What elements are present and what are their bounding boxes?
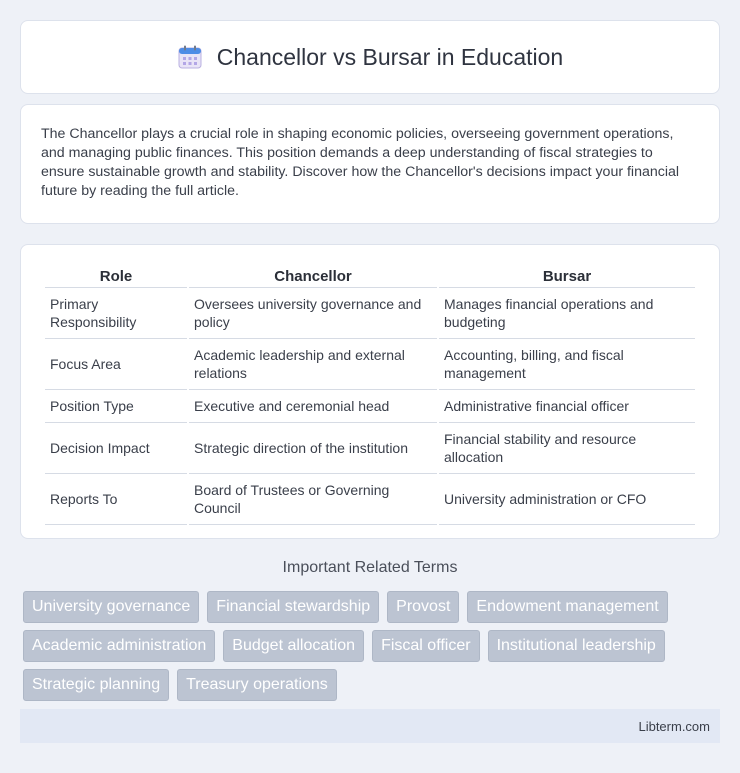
footer [20,709,720,743]
related-term-tag[interactable]: Strategic planning [23,669,169,701]
intro-card [20,104,720,224]
table-cell: Primary Responsibility [45,288,187,339]
table-row [45,390,695,423]
column-header-role: Role [45,265,187,288]
related-term-tag[interactable]: University governance [23,591,199,623]
table-cell: Strategic direction of the institution [189,423,437,474]
table-cell: Administrative financial officer [439,390,695,423]
table-cell: Accounting, billing, and fiscal management [439,339,695,390]
related-term-tag[interactable]: Budget allocation [223,630,364,662]
column-header-bursar: Bursar [439,265,695,288]
comparison-table-card [20,244,720,539]
table-cell: University administration or CFO [439,474,695,525]
table-cell: Executive and ceremonial head [189,390,437,423]
page-title: Chancellor vs Bursar in Education [216,43,564,70]
related-term-tag[interactable]: Academic administration [23,630,215,662]
footer-site-link[interactable]: Libterm.com [638,718,710,734]
table-cell: Focus Area [45,339,187,390]
table-cell: Financial stability and resource allocation [439,423,695,474]
header-card [20,20,720,94]
table-cell: Reports To [45,474,187,525]
related-term-tag[interactable]: Treasury operations [177,669,337,701]
table-cell: Position Type [45,390,187,423]
calendar-icon [177,44,203,70]
related-term-tag[interactable]: Provost [387,591,459,623]
related-terms-list [23,591,723,701]
related-terms-title: Important Related Terms [282,559,458,576]
table-cell: Oversees university governance and policy [189,288,437,339]
comparison-table [43,265,697,525]
intro-text: The Chancellor plays a crucial role in shaping economic policies, overseeing government operations, and managing public finances. This position demands a deep understanding of fiscal strategies to ensure sustainable growth and stability. Discover how the Chancellor's decisions impact your financial future by reading the full article. [41,126,680,199]
table-row [45,474,695,525]
table-cell: Decision Impact [45,423,187,474]
related-term-tag[interactable]: Institutional leadership [488,630,665,662]
table-row [45,423,695,474]
table-row [45,339,695,390]
related-term-tag[interactable]: Endowment management [467,591,667,623]
table-cell: Academic leadership and external relations [189,339,437,390]
related-term-tag[interactable]: Fiscal officer [372,630,480,662]
column-header-chancellor: Chancellor [189,265,437,288]
table-row [45,288,695,339]
related-term-tag[interactable]: Financial stewardship [207,591,379,623]
table-cell: Board of Trustees or Governing Council [189,474,437,525]
table-cell: Manages financial operations and budgeting [439,288,695,339]
table-header-row [45,265,695,288]
